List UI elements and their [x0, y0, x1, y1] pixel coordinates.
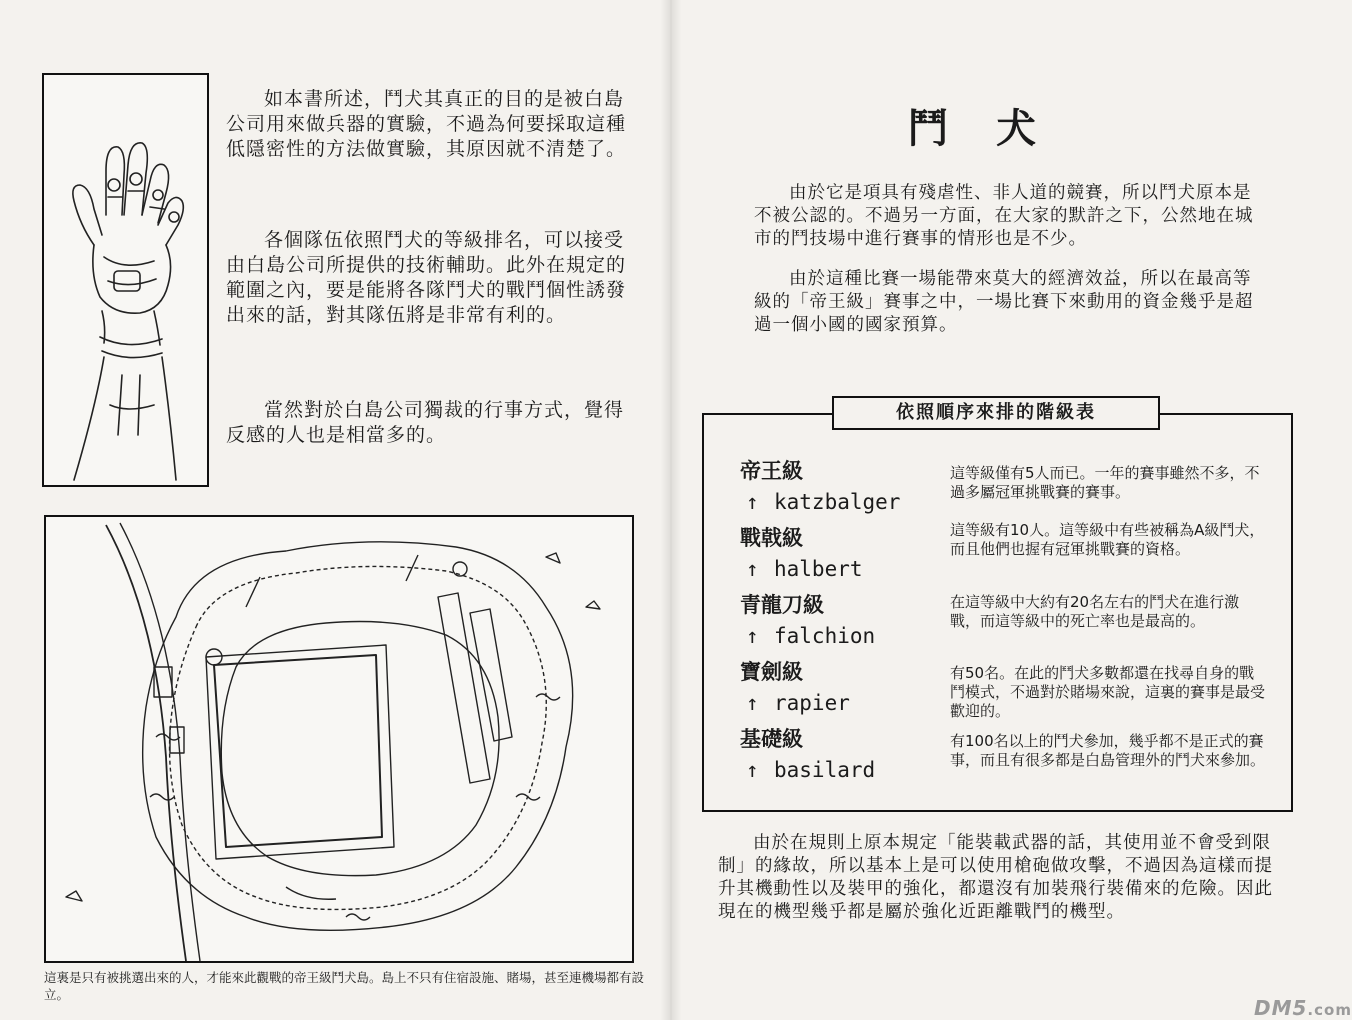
- rank-name-rapier: 寶劍級: [740, 659, 803, 684]
- weapon-label: falchion: [774, 624, 876, 648]
- paragraph-opinion: 當然對於白島公司獨裁的行事方式，覺得反感的人也是相當多的。: [226, 399, 625, 446]
- hand-illustration-panel: [42, 73, 209, 487]
- watermark-brand: DM5: [1254, 996, 1308, 1020]
- paragraph-purpose: 如本書所述，鬥犬其真正的目的是被白島公司用來做兵器的實驗，不過為何要採取這種低隱密性的方法做實驗，其原因就不清楚了。: [226, 88, 627, 160]
- rank-desc-rapier: 有50名。在此的鬥犬多數都還在找尋自身的戰鬥模式，不過對於賭場來說，這裏的賽事是最受歡迎的。: [950, 664, 1266, 720]
- rank-desc-halberd: 這等級有10人。這等級中有些被稱為A級鬥犬，而且他們也握有冠軍挑戰賽的資格。: [950, 521, 1265, 558]
- legality-paragraph: [754, 182, 1254, 251]
- weapon-label: basilard: [774, 758, 876, 782]
- mechanical-hand-illustration: [44, 75, 207, 485]
- page-title: 鬥犬: [908, 105, 1084, 152]
- rank-name-halberd: 戰戟級: [740, 525, 803, 550]
- rank-table-heading: 依照順序來排的階級表: [832, 396, 1160, 430]
- island-caption: 這裏是只有被挑選出來的人，才能來此觀戰的帝王級鬥犬島。島上不只有住宿設施、賭場，甚至連機場都有設立。: [44, 970, 645, 1002]
- economy-paragraph: [754, 268, 1254, 337]
- rank-step-falchion: [746, 624, 875, 648]
- paragraph-weapons: 由於在規則上原本規定「能裝載武器的話，其使用並不會受到限制」的緣故，所以基本上是可以使用槍砲做攻擊，不過因為這樣而提升其機動性以及裝甲的強化，都還沒有加裝飛行裝備來的危險。因此現在的機型幾乎都是屬於強化近距離戰鬥的機型。: [718, 833, 1273, 922]
- arena-island-illustration: [46, 517, 632, 961]
- rank-step-katzbalger: [746, 490, 900, 514]
- left-page: [0, 0, 668, 1020]
- paragraph-ranking: 各個隊伍依照鬥犬的等級排名，可以接受由白島公司所提供的技術輔助。此外在規定的範圍之內，要是能將各隊鬥犬的戰鬥個性誘發出來的話，對其隊伍將是非常有利的。: [226, 229, 627, 326]
- intro-paragraph: [226, 87, 626, 162]
- rank-desc-emperor: 這等級僅有5人而已。一年的賽事雖然不多，不過多屬冠軍挑戰賽的賽事。: [950, 464, 1260, 501]
- watermark-suffix: .com: [1307, 1001, 1352, 1019]
- up-arrow-icon: ↑: [746, 490, 759, 514]
- weapon-label: halbert: [774, 557, 863, 581]
- paragraph-economy: 由於這種比賽一場能帶來莫大的經濟效益，所以在最高等級的「帝王級」賽事之中，一場比賽下來動用的資金幾乎是超過一個小國的國家預算。: [754, 269, 1254, 335]
- opinion-paragraph: [226, 398, 626, 448]
- rank-step-rapier: [746, 691, 850, 715]
- weapons-paragraph: [718, 832, 1278, 924]
- weapon-label: rapier: [774, 691, 850, 715]
- rank-name-basilard: 基礎級: [740, 726, 803, 751]
- up-arrow-icon: ↑: [746, 624, 759, 648]
- up-arrow-icon: ↑: [746, 557, 759, 581]
- up-arrow-icon: ↑: [746, 691, 759, 715]
- rank-desc-basilard: 有100名以上的鬥犬參加，幾乎都不是正式的賽事，而且有很多都是白島管理外的鬥犬來參加。: [950, 732, 1266, 769]
- weapon-label: katzbalger: [774, 490, 901, 514]
- island-illustration-panel: [44, 515, 634, 963]
- rank-name-falchion: 青龍刀級: [740, 592, 824, 617]
- rank-step-halbert: [746, 557, 863, 581]
- site-watermark: [1254, 996, 1352, 1020]
- rank-step-basilard: [746, 758, 875, 782]
- ranking-paragraph: [226, 228, 626, 328]
- up-arrow-icon: ↑: [746, 758, 759, 782]
- paragraph-legality: 由於它是項具有殘虐性、非人道的競賽，所以鬥犬原本是不被公認的。不過另一方面，在大家的默許之下，公然地在城市的鬥技場中進行賽事的情形也是不少。: [754, 183, 1254, 249]
- rank-name-emperor: 帝王級: [740, 458, 803, 483]
- rank-desc-falchion: 在這等級中大約有20名左右的鬥犬在進行激戰，而這等級中的死亡率也是最高的。: [950, 593, 1240, 630]
- book-gutter: [660, 0, 682, 1020]
